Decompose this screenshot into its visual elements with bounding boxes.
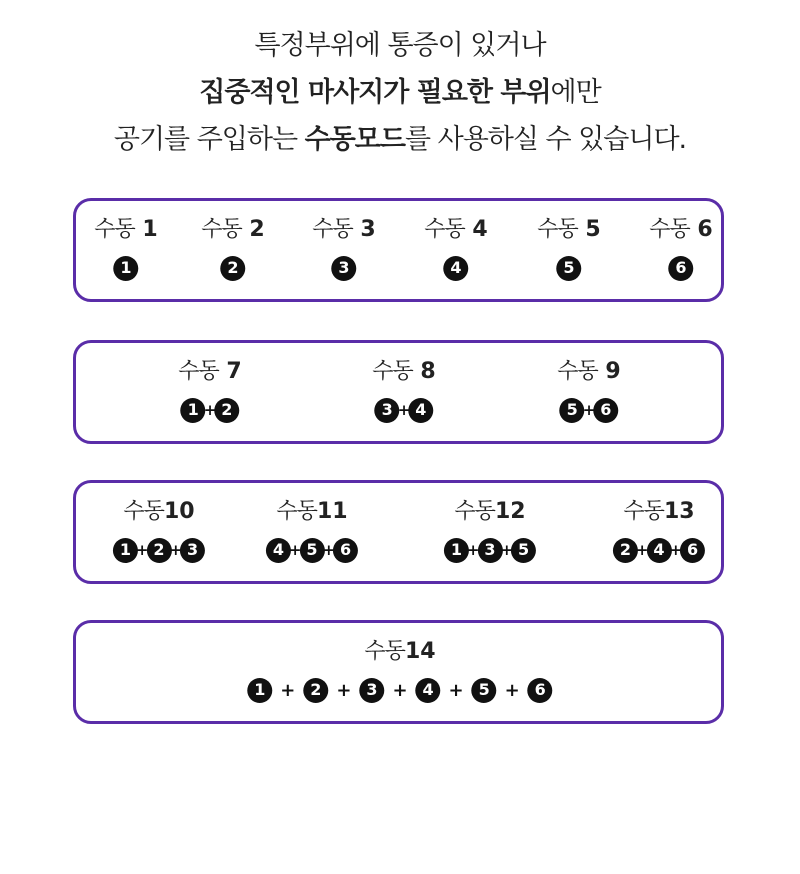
intro-line-2 <box>0 69 800 116</box>
zone-number-badge: 4 <box>443 256 468 281</box>
manual-mode-10 <box>113 497 205 565</box>
mode-label-number: 7 <box>218 359 242 384</box>
manual-mode-label <box>537 215 600 245</box>
plus-sign: + <box>288 541 302 559</box>
manual-mode-3 <box>312 215 375 283</box>
zone-number-badge: 2 <box>147 538 172 563</box>
mode-box-single <box>73 198 724 302</box>
mode-label-number: 5 <box>577 217 601 242</box>
mode-box-all <box>73 620 724 724</box>
plus-sign: + <box>669 541 683 559</box>
zone-combination <box>312 253 375 283</box>
manual-mode-label <box>266 497 358 527</box>
plus-sign: + <box>466 541 480 559</box>
zone-combination <box>266 535 358 565</box>
mode-label-prefix: 수동 <box>454 499 495 524</box>
mode-label-number: 4 <box>464 217 488 242</box>
mode-label-prefix: 수동 <box>312 217 353 242</box>
zone-combination <box>613 535 705 565</box>
zone-combination <box>537 253 600 283</box>
manual-mode-label <box>201 215 264 245</box>
mode-label-prefix: 수동 <box>372 359 413 384</box>
plus-sign: + <box>582 401 596 419</box>
manual-mode-1 <box>94 215 157 283</box>
zone-combination <box>372 395 435 425</box>
manual-mode-4 <box>424 215 487 283</box>
zone-number-badge: 6 <box>333 538 358 563</box>
mode-label-prefix: 수동 <box>201 217 242 242</box>
mode-box-pairs <box>73 340 724 444</box>
zone-number-badge: 6 <box>593 398 618 423</box>
manual-mode-6 <box>649 215 712 283</box>
intro-line-3-bold: 수동모드 <box>304 124 405 155</box>
zone-combination <box>94 253 157 283</box>
plus-sign: + <box>336 679 352 701</box>
manual-mode-label <box>649 215 712 245</box>
mode-label-number: 2 <box>241 217 265 242</box>
manual-mode-label <box>557 357 620 387</box>
zone-number-badge: 1 <box>444 538 469 563</box>
mode-label-prefix: 수동 <box>364 639 405 664</box>
zone-number-badge: 4 <box>647 538 672 563</box>
mode-label-prefix: 수동 <box>557 359 598 384</box>
zone-number-badge: 2 <box>613 538 638 563</box>
mode-box-triples <box>73 480 724 584</box>
zone-number-badge: 5 <box>472 678 497 703</box>
zone-number-badge: 3 <box>180 538 205 563</box>
plus-sign: + <box>392 679 408 701</box>
mode-label-prefix: 수동 <box>178 359 219 384</box>
manual-mode-label <box>613 497 705 527</box>
zone-number-badge: 6 <box>680 538 705 563</box>
zone-number-badge: 1 <box>181 398 206 423</box>
mode-label-number: 1 <box>134 217 158 242</box>
manual-mode-2 <box>201 215 264 283</box>
intro-line-3 <box>0 116 800 163</box>
zone-number-badge: 1 <box>247 678 272 703</box>
zone-combination <box>113 535 205 565</box>
zone-number-badge: 2 <box>214 398 239 423</box>
mode-label-prefix: 수동 <box>537 217 578 242</box>
manual-mode-5 <box>537 215 600 283</box>
zone-number-badge: 5 <box>300 538 325 563</box>
plus-sign: + <box>504 679 520 701</box>
mode-label-number: 13 <box>663 499 695 524</box>
plus-sign: + <box>280 679 296 701</box>
manual-mode-14 <box>247 637 552 705</box>
plus-sign: + <box>448 679 464 701</box>
manual-mode-8 <box>372 357 435 425</box>
zone-combination <box>178 395 241 425</box>
mode-label-number: 12 <box>494 499 526 524</box>
mode-label-prefix: 수동 <box>424 217 465 242</box>
intro-line-2-bold: 집중적인 마사지가 필요한 부위 <box>199 77 551 108</box>
manual-mode-label <box>113 497 205 527</box>
manual-mode-label <box>178 357 241 387</box>
zone-combination <box>247 675 552 705</box>
zone-number-badge: 5 <box>556 256 581 281</box>
mode-label-number: 14 <box>404 639 436 664</box>
zone-number-badge: 6 <box>528 678 553 703</box>
manual-mode-13 <box>613 497 705 565</box>
zone-number-badge: 3 <box>359 678 384 703</box>
mode-label-prefix: 수동 <box>94 217 135 242</box>
mode-label-prefix: 수동 <box>623 499 664 524</box>
plus-sign: + <box>203 401 217 419</box>
zone-number-badge: 5 <box>511 538 536 563</box>
zone-combination <box>649 253 712 283</box>
manual-mode-9 <box>557 357 620 425</box>
manual-mode-label <box>247 637 552 667</box>
manual-mode-11 <box>266 497 358 565</box>
zone-combination <box>424 253 487 283</box>
zone-number-badge: 4 <box>266 538 291 563</box>
zone-number-badge: 4 <box>416 678 441 703</box>
plus-sign: + <box>500 541 514 559</box>
zone-number-badge: 6 <box>668 256 693 281</box>
zone-number-badge: 1 <box>113 538 138 563</box>
plus-sign: + <box>635 541 649 559</box>
zone-number-badge: 3 <box>478 538 503 563</box>
zone-number-badge: 2 <box>303 678 328 703</box>
manual-mode-12 <box>444 497 536 565</box>
plus-sign: + <box>322 541 336 559</box>
zone-combination <box>444 535 536 565</box>
zone-number-badge: 2 <box>220 256 245 281</box>
zone-number-badge: 4 <box>408 398 433 423</box>
manual-mode-label <box>372 357 435 387</box>
manual-mode-label <box>424 215 487 245</box>
mode-label-number: 8 <box>412 359 436 384</box>
mode-label-number: 3 <box>352 217 376 242</box>
mode-label-prefix: 수동 <box>123 499 164 524</box>
plus-sign: + <box>169 541 183 559</box>
zone-number-badge: 1 <box>113 256 138 281</box>
mode-label-prefix: 수동 <box>649 217 690 242</box>
intro-line-3-pre: 공기를 주입하는 <box>113 124 305 155</box>
intro-line-1: 특정부위에 통증이 있거나 <box>254 30 546 61</box>
intro-line-3-post: 를 사용하실 수 있습니다. <box>404 124 687 155</box>
manual-mode-label <box>312 215 375 245</box>
zone-number-badge: 3 <box>375 398 400 423</box>
mode-label-number: 10 <box>163 499 195 524</box>
mode-label-number: 11 <box>316 499 348 524</box>
plus-sign: + <box>397 401 411 419</box>
mode-label-number: 9 <box>597 359 621 384</box>
zone-combination <box>557 395 620 425</box>
zone-number-badge: 3 <box>331 256 356 281</box>
manual-mode-label <box>444 497 536 527</box>
plus-sign: + <box>135 541 149 559</box>
intro-text <box>0 22 800 163</box>
manual-mode-7 <box>178 357 241 425</box>
intro-line-2-rest: 에만 <box>550 77 601 108</box>
mode-label-number: 6 <box>689 217 713 242</box>
zone-number-badge: 5 <box>560 398 585 423</box>
manual-mode-label <box>94 215 157 245</box>
mode-label-prefix: 수동 <box>276 499 317 524</box>
zone-combination <box>201 253 264 283</box>
